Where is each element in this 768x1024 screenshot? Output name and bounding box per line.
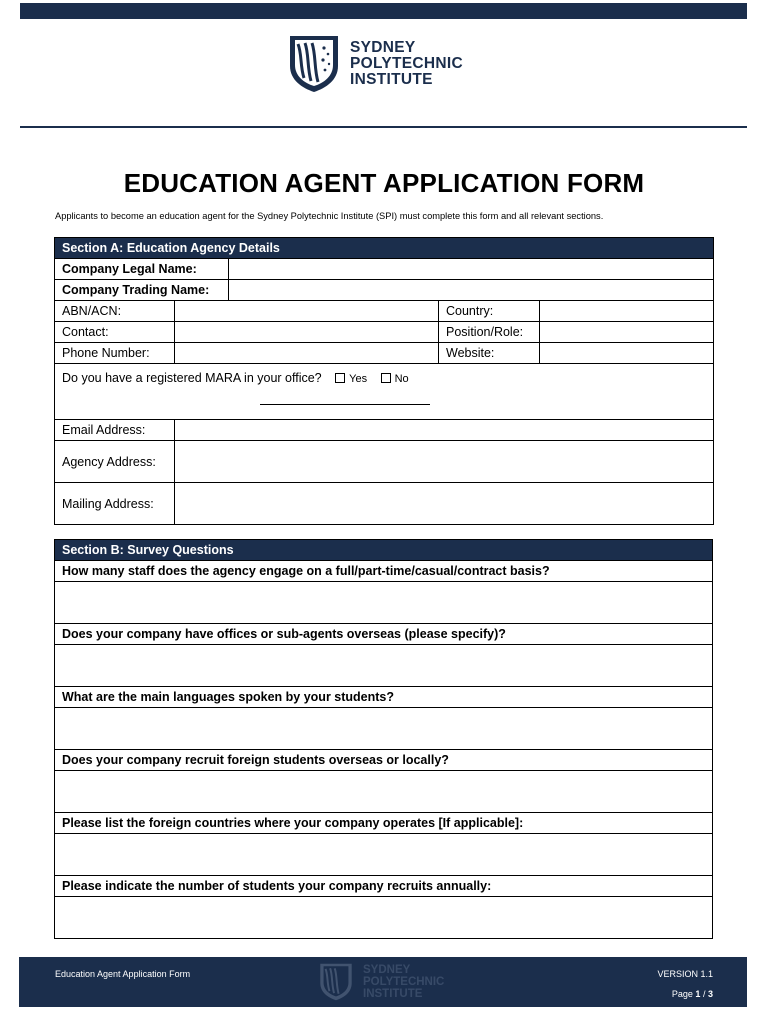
survey-question: Please indicate the number of students your company recruits annually:	[55, 876, 713, 897]
survey-question: How many staff does the agency engage on a full/part-time/casual/contract basis?	[55, 561, 713, 582]
section-b-table	[54, 539, 713, 939]
header-divider	[20, 126, 747, 128]
survey-question: Please list the foreign countries where your company operates [If applicable]:	[55, 813, 713, 834]
survey-answer-field[interactable]	[55, 834, 713, 876]
survey-answer-field[interactable]	[55, 582, 713, 624]
survey-answer-field[interactable]	[55, 708, 713, 750]
survey-question: Does your company recruit foreign students overseas or locally?	[55, 750, 713, 771]
company-trading-name-field[interactable]	[229, 280, 714, 301]
mailing-address-field[interactable]	[175, 483, 714, 525]
email-address-field[interactable]	[175, 420, 714, 441]
agency-address-label: Agency Address:	[55, 441, 175, 483]
footer-watermark-logo	[319, 962, 444, 1002]
logo-wordmark	[350, 40, 463, 88]
page-current: 1	[695, 989, 701, 999]
shield-icon	[319, 962, 353, 1002]
abn-acn-field[interactable]	[175, 301, 439, 322]
footer-doc-name: Education Agent Application Form	[55, 969, 191, 979]
logo-line: POLYTECHNIC	[350, 55, 463, 72]
country-label: Country:	[439, 301, 540, 322]
position-role-field[interactable]	[540, 322, 714, 343]
intro-text: Applicants to become an education agent for the Sydney Polytechnic Institute (SPI) must complete this form and all relevant sections.	[55, 211, 604, 221]
company-trading-name-label: Company Trading Name:	[55, 280, 229, 301]
phone-number-field[interactable]	[175, 343, 439, 364]
survey-answer-field[interactable]	[55, 771, 713, 813]
company-legal-name-field[interactable]	[229, 259, 714, 280]
top-bar	[20, 3, 747, 19]
position-role-label: Position/Role:	[439, 322, 540, 343]
watermark-line: POLYTECHNIC	[363, 976, 445, 988]
section-a-table	[54, 237, 714, 525]
watermark-line: INSTITUTE	[363, 988, 423, 1000]
page-footer	[19, 957, 747, 1007]
survey-answer-field[interactable]	[55, 897, 713, 939]
footer-version: VERSION 1.1	[657, 969, 713, 979]
contact-label: Contact:	[55, 322, 175, 343]
section-b-heading: Section B: Survey Questions	[55, 540, 713, 561]
survey-question: Does your company have offices or sub-agents overseas (please specify)?	[55, 624, 713, 645]
survey-answer-field[interactable]	[55, 645, 713, 687]
mailing-address-label: Mailing Address:	[55, 483, 175, 525]
survey-question: What are the main languages spoken by your students?	[55, 687, 713, 708]
abn-acn-label: ABN/ACN:	[55, 301, 175, 322]
footer-page-number	[672, 989, 713, 999]
page-total: 3	[707, 989, 713, 999]
website-field[interactable]	[540, 343, 714, 364]
page-title: EDUCATION AGENT APPLICATION FORM	[123, 168, 645, 198]
spi-logo	[288, 34, 463, 94]
logo-line: INSTITUTE	[350, 71, 433, 88]
mara-question: Do you have a registered MARA in your office?	[62, 371, 322, 385]
mara-no-checkbox[interactable]	[381, 373, 391, 383]
mara-details-line[interactable]	[260, 404, 430, 405]
country-field[interactable]	[540, 301, 714, 322]
phone-number-label: Phone Number:	[55, 343, 175, 364]
shield-icon	[288, 34, 340, 94]
page-separator: /	[702, 989, 706, 999]
logo-line: SYDNEY	[350, 39, 416, 56]
agency-address-field[interactable]	[175, 441, 714, 483]
section-a-heading: Section A: Education Agency Details	[55, 238, 714, 259]
email-address-label: Email Address:	[55, 420, 175, 441]
contact-field[interactable]	[175, 322, 439, 343]
mara-yes-checkbox[interactable]	[335, 373, 345, 383]
mara-yes-label: Yes	[349, 373, 368, 385]
website-label: Website:	[439, 343, 540, 364]
mara-no-label: No	[394, 373, 409, 385]
company-legal-name-label: Company Legal Name:	[55, 259, 229, 280]
watermark-line: SYDNEY	[363, 964, 411, 976]
mara-row	[55, 364, 714, 420]
page-label: Page	[671, 989, 693, 999]
